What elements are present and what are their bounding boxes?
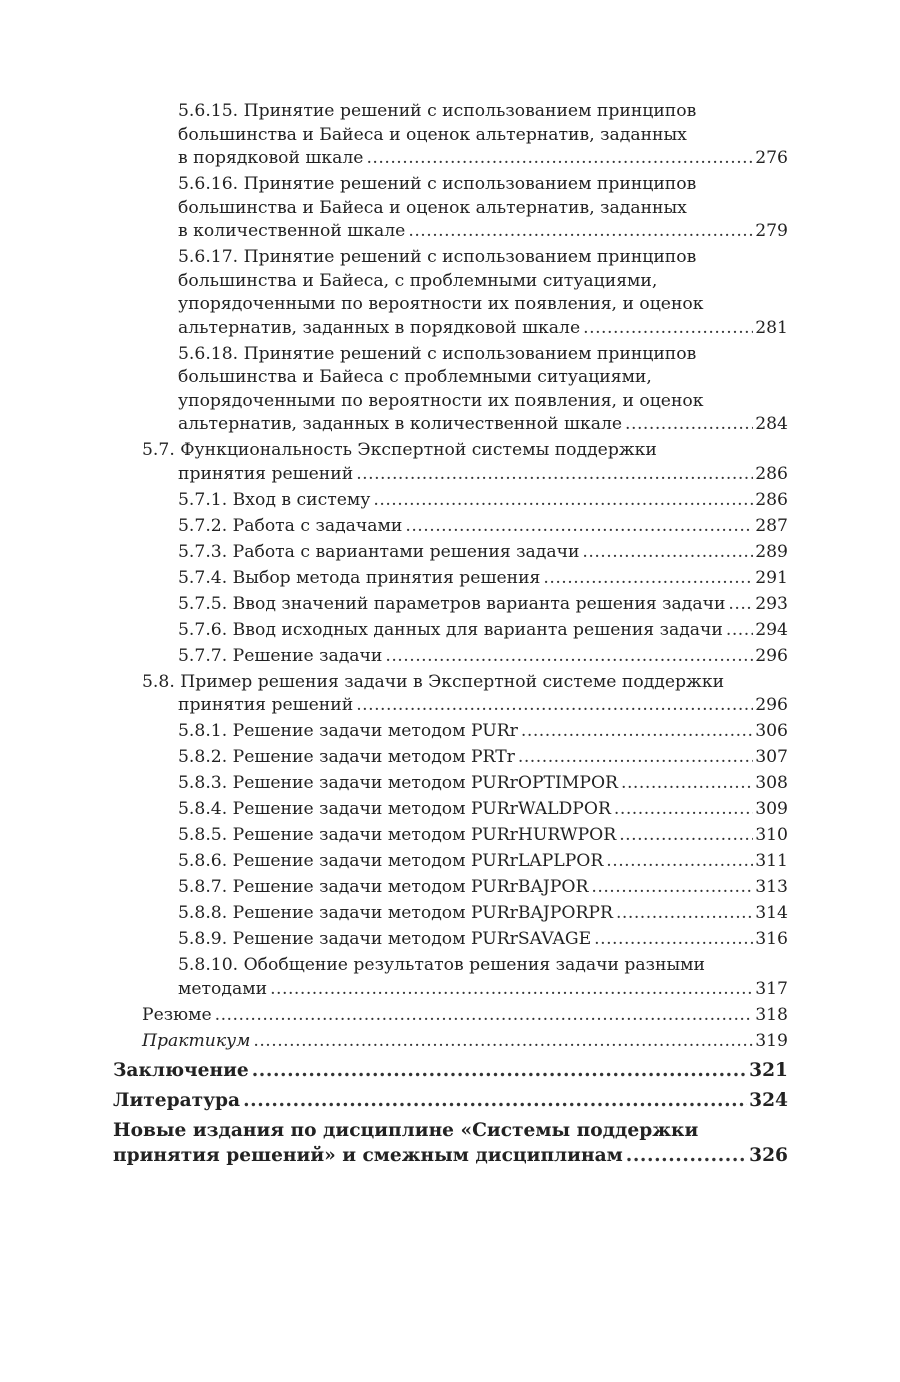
toc-page-number: 279 [755,221,788,241]
dot-leader [243,1088,747,1113]
toc-entry-line: большинства и Байеса и оценок альтернатив, заданных [178,197,687,218]
toc-entry-new-publications[interactable] [113,1118,788,1168]
toc-entry-line: 5.8. Пример решения задачи в Экспертной системе поддержки [142,671,725,692]
toc-entry-line: большинства и Байеса, с проблемными ситуациями, [178,270,658,291]
toc-page-number: 284 [755,414,788,434]
toc-entry-line: Новые издания по дисциплине «Системы поддержки [113,1120,699,1141]
toc-page-number: 281 [755,317,788,338]
toc-entry-title: Резюме [142,1004,212,1025]
dot-leader [591,876,753,900]
toc-entry-title: принятия решений [178,463,354,484]
table-of-contents [0,100,900,1171]
toc-page-number: 307 [755,747,788,767]
toc-entry-5-8-4[interactable] [178,798,788,822]
toc-page-number: 324 [749,1090,788,1111]
toc-entry-title: принятия решений» и смежным дисциплинам [113,1145,623,1166]
toc-entry-line: 5.6.18. Принятие решений с использованием принципов [178,343,697,364]
toc-entry-5-6-16[interactable] [178,173,788,244]
toc-page-number: 293 [755,593,788,614]
dot-leader [582,541,753,565]
toc-page-number: 294 [755,619,788,640]
toc-entry-line: 5.8.10. Обобщение результатов решения задачи разными [178,955,705,975]
toc-page-number: 296 [755,645,788,666]
toc-page-number: 313 [755,877,788,897]
toc-entry-conclusion[interactable] [113,1058,788,1083]
dot-leader [408,220,753,244]
dot-leader [621,772,753,796]
toc-entry-title: Заключение [113,1060,249,1081]
dot-leader [619,824,753,848]
dot-leader [594,928,753,952]
toc-entry-5-8-6[interactable] [178,850,788,874]
toc-page-number: 318 [755,1004,788,1025]
toc-entry-5-7-1[interactable] [178,489,788,513]
dot-leader [253,1030,753,1054]
toc-page-number: 306 [755,721,788,741]
toc-entry-title: 5.7.3. Работа с вариантами решения задачи [178,541,580,562]
toc-page-number: 326 [749,1145,788,1166]
toc-entry-title: принятия решений [178,695,354,715]
toc-entry-practicum[interactable] [142,1030,788,1054]
dot-leader [583,317,753,341]
toc-entry-title: 5.7.1. Вход в систему [178,489,371,510]
dot-leader [614,798,753,822]
toc-page-number: 291 [755,567,788,588]
toc-entry-5-8-2[interactable] [178,746,788,770]
toc-page-number: 286 [755,463,788,484]
toc-entry-5-7-4[interactable] [178,567,788,591]
toc-page-number: 296 [755,695,788,715]
dot-leader [626,1143,747,1168]
toc-entry-title: 5.8.3. Решение задачи методом PURrOPTIMPOR [178,773,618,793]
dot-leader [616,902,753,926]
dot-leader [252,1058,747,1083]
dot-leader [356,694,753,718]
toc-page-number: 287 [755,515,788,536]
toc-entry-title: 5.8.5. Решение задачи методом PURrHURWPOR [178,825,617,845]
toc-page-number: 289 [755,541,788,562]
toc-entry-title: Литература [113,1090,241,1111]
dot-leader [373,489,753,513]
toc-entry-line: упорядоченными по вероятности их появления, и оценок [178,294,704,314]
dot-leader [405,515,753,539]
dot-leader [366,147,753,171]
dot-leader [385,645,753,669]
toc-page-number: 316 [755,929,788,949]
toc-entry-title: 5.7.4. Выбор метода принятия решения [178,567,541,588]
toc-page-number: 308 [755,773,788,793]
toc-page-number: 276 [755,148,788,168]
toc-page-number: 321 [749,1060,788,1081]
toc-entry-title: 5.8.7. Решение задачи методом PURrBAJPOR [178,877,589,897]
toc-entry-line: упорядоченными по вероятности их появления, и оценок [178,390,704,411]
dot-leader [356,463,753,487]
dot-leader [521,720,753,744]
toc-page-number: 310 [755,825,788,845]
toc-entry-title: 5.8.8. Решение задачи методом PURrBAJPORPR [178,903,613,923]
toc-entry-line: 5.7. Функциональность Экспертной системы поддержки [142,440,657,460]
dot-leader [543,567,753,591]
dot-leader [728,593,753,617]
toc-entry-title: 5.7.7. Решение задачи [178,645,383,666]
dot-leader [215,1004,754,1028]
dot-leader [270,978,753,1002]
toc-entry-5-8[interactable] [142,671,788,718]
toc-entry-title: альтернатив, заданных в порядковой шкале [178,317,581,338]
toc-page-number: 309 [755,799,788,819]
toc-page-number: 317 [755,978,788,999]
toc-entry-5-7-5[interactable] [178,593,788,617]
toc-entry-title: в порядковой шкале [178,148,364,168]
dot-leader [726,619,753,643]
toc-entry-title: 5.7.2. Работа с задачами [178,515,403,536]
toc-entry-5-7-3[interactable] [178,541,788,565]
toc-entry-line: большинства и Байеса и оценок альтернатив, заданных [178,124,687,145]
toc-entry-title: в количественной шкале [178,221,406,241]
toc-entry-5-6-17[interactable] [178,246,788,340]
toc-entry-5-7-6[interactable] [178,619,788,643]
toc-entry-literature[interactable] [113,1088,788,1113]
toc-entry-5-7[interactable] [142,439,788,486]
dot-leader [518,746,753,770]
toc-entry-line: 5.6.17. Принятие решений с использованием принципов [178,247,697,267]
toc-entry-5-6-18[interactable] [178,343,788,437]
dot-leader [606,850,753,874]
toc-entry-title: 5.8.2. Решение задачи методом PRTr [178,747,515,767]
toc-entry-line: 5.6.16. Принятие решений с использованием принципов [178,174,697,194]
toc-entry-title: альтернатив, заданных в количественной шкале [178,414,623,434]
toc-entry-line: большинства и Байеса с проблемными ситуациями, [178,367,652,387]
toc-page-number: 314 [755,903,788,923]
toc-entry-5-8-3[interactable] [178,772,788,796]
toc-entry-summary[interactable] [142,1004,788,1028]
dot-leader [625,413,753,437]
toc-entry-5-6-15[interactable] [178,100,788,171]
toc-entry-title: 5.8.9. Решение задачи методом PURrSAVAGE [178,929,592,949]
toc-entry-title: 5.8.6. Решение задачи методом PURrLAPLPOR [178,851,604,871]
toc-entry-5-8-8[interactable] [178,902,788,926]
toc-page-number: 311 [755,851,788,871]
toc-entry-title: Практикум [142,1030,251,1051]
toc-entry-title: 5.7.6. Ввод исходных данных для варианта решения задачи [178,619,723,640]
toc-entry-5-7-2[interactable] [178,515,788,539]
toc-entry-title: методами [178,978,268,999]
toc-entry-5-8-10[interactable] [178,954,788,1001]
toc-entry-5-8-7[interactable] [178,876,788,900]
toc-page-number: 286 [755,489,788,510]
toc-entry-line: 5.6.15. Принятие решений с использованием принципов [178,101,697,121]
toc-entry-title: 5.8.1. Решение задачи методом PURr [178,721,518,741]
toc-entry-5-8-9[interactable] [178,928,788,952]
toc-entry-title: 5.8.4. Решение задачи методом PURrWALDPOR [178,799,611,819]
toc-entry-5-7-7[interactable] [178,645,788,669]
toc-page-number: 319 [755,1030,788,1051]
toc-entry-title: 5.7.5. Ввод значений параметров варианта решения задачи [178,593,726,614]
toc-entry-5-8-5[interactable] [178,824,788,848]
toc-entry-5-8-1[interactable] [178,720,788,744]
